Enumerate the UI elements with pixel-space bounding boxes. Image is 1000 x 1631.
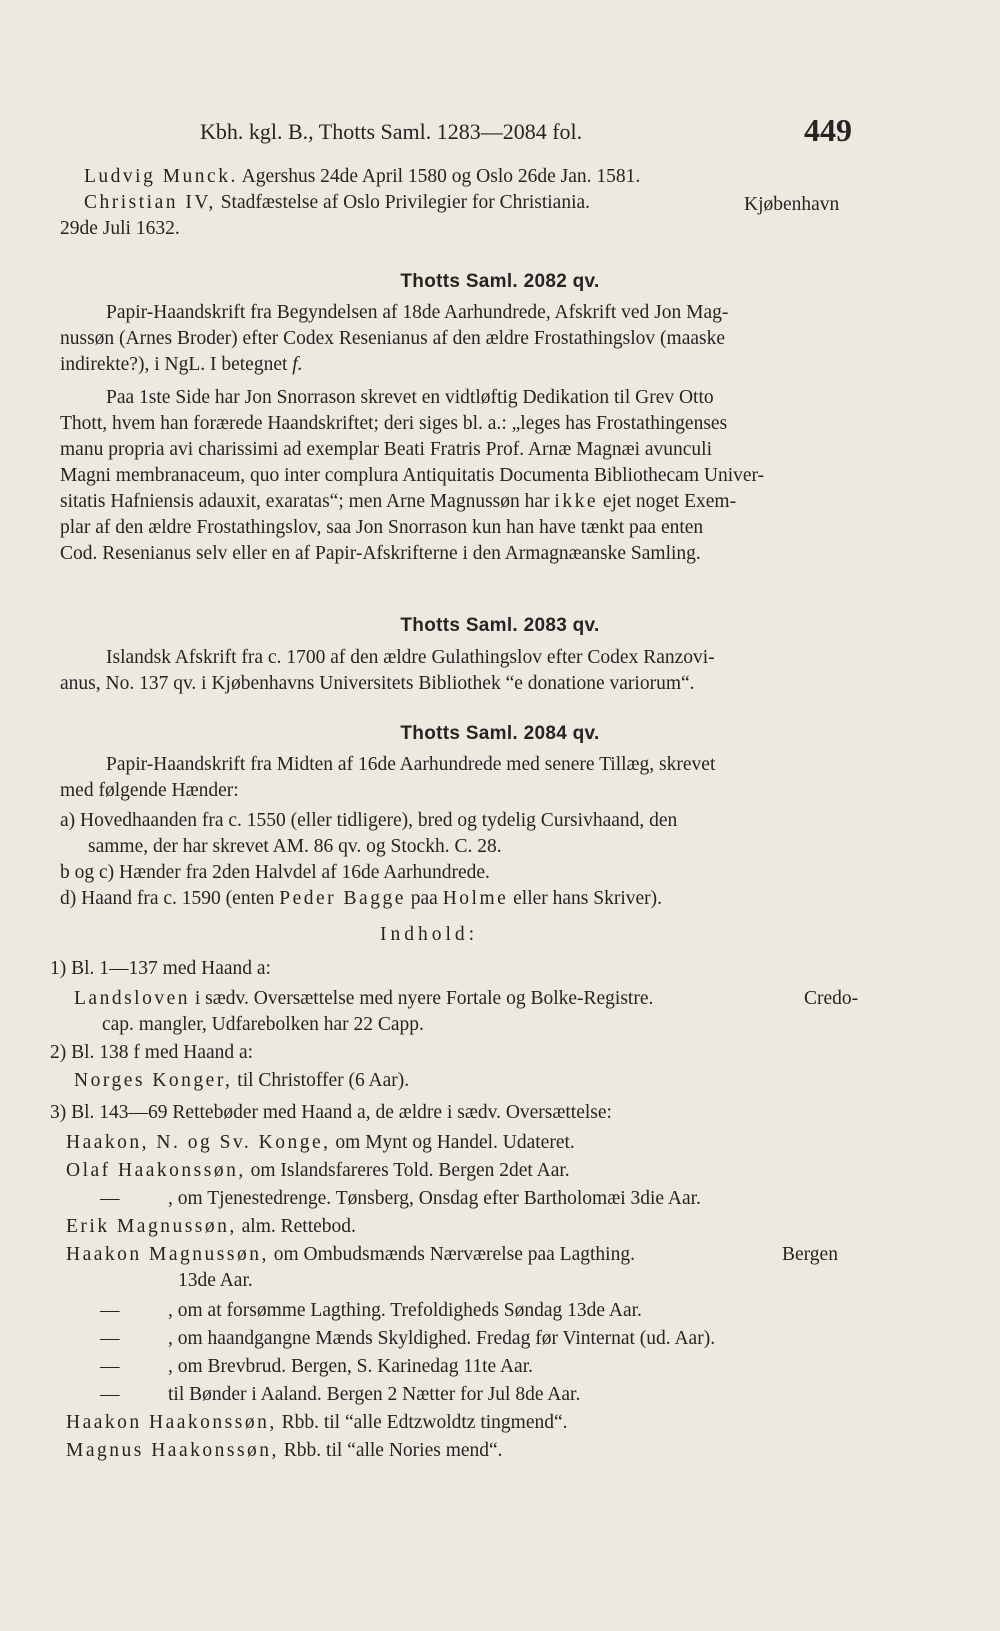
- continuation-line-3: 29de Juli 1632.: [60, 218, 180, 239]
- text: eller hans Skriver).: [508, 888, 663, 909]
- text: , om Brevbrud. Bergen, S. Karinedag 11te Aar.: [168, 1356, 534, 1377]
- contents-item-1-text: [74, 986, 653, 1012]
- contents-item-2-text: [74, 1068, 409, 1094]
- person-name: Ludvig Munck.: [84, 166, 238, 187]
- person-name: Erik Magnussøn,: [66, 1216, 237, 1237]
- continuation-line-2-right: Kjøbenhavn: [744, 194, 840, 215]
- contents-item-1-cont: cap. mangler, Udfarebolken har 22 Capp.: [102, 1014, 424, 1035]
- rettebod-entry: [66, 1438, 503, 1464]
- contents-item-3: 3) Bl. 143—69 Rettebøder med Haand a, de ældre i sædv. Oversættelse:: [50, 1102, 612, 1123]
- rettebod-entry-cont: 13de Aar.: [178, 1270, 253, 1291]
- section-heading-2084: Thotts Saml. 2084 qv.: [400, 723, 600, 744]
- text: om Ombudsmænds Nærværelse paa Lagthing.: [268, 1244, 635, 1265]
- contents-item-1-right: Credo-: [804, 988, 859, 1009]
- rettebod-entry-right: Bergen: [782, 1244, 838, 1265]
- hand-b-c: b og c) Hænder fra 2den Halvdel af 16de Aarhundrede.: [60, 862, 490, 883]
- paragraph-line: Papir-Haandskrift fra Begyndelsen af 18de Aarhundrede, Afskrift ved Jon Mag-: [106, 302, 729, 323]
- text: ejet noget Exem-: [598, 491, 737, 512]
- ditto-dash: —: [100, 1384, 120, 1405]
- text: Agershus 24de April 1580 og Oslo 26de Jan. 1581.: [237, 166, 641, 187]
- paragraph-line: Islandsk Afskrift fra c. 1700 af den ældre Gulathingslov efter Codex Ranzovi-: [106, 647, 715, 668]
- rettebod-entry: [100, 1326, 715, 1352]
- text: , om haandgangne Mænds Skyldighed. Fredag før Vinternat (ud. Aar).: [168, 1328, 716, 1349]
- contents-item-2: 2) Bl. 138 f med Haand a:: [50, 1042, 254, 1063]
- hand-a: a) Hovedhaanden fra c. 1550 (eller tidligere), bred og tydelig Cursivhaand, den: [60, 810, 678, 831]
- section-heading-2083: Thotts Saml. 2083 qv.: [400, 615, 600, 636]
- text: , om at forsømme Lagthing. Trefoldigheds Søndag 13de Aar.: [168, 1300, 642, 1321]
- text: om Islandsfareres Told. Bergen 2det Aar.: [245, 1160, 570, 1181]
- contents-title: Indhold:: [380, 924, 479, 945]
- rettebod-entry: [100, 1186, 701, 1212]
- work-title: Norges Konger,: [74, 1070, 233, 1091]
- person-name: Haakon, N. og Sv. Konge,: [66, 1132, 331, 1153]
- paragraph-line: [60, 489, 736, 515]
- paragraph-line: nussøn (Arnes Broder) efter Codex Resenianus af den ældre Frostathingslov (maaske: [60, 328, 726, 349]
- text: d) Haand fra c. 1590 (enten: [60, 888, 275, 909]
- text: paa: [405, 888, 443, 909]
- paragraph-line: anus, No. 137 qv. i Kjøbenhavns Universitets Bibliothek “e donatione variorum“.: [60, 673, 695, 694]
- paragraph-line: manu propria avi charissimi ad exemplar Beati Fratris Prof. Arnæ Magnæi avunculi: [60, 439, 713, 460]
- text: Stadfæstelse af Oslo Privilegier for Christiania.: [215, 192, 591, 213]
- continuation-line-1: [84, 164, 640, 190]
- text: i sædv. Oversættelse med nyere Fortale og Bolke-Registre.: [189, 988, 654, 1009]
- person-name: Christian IV,: [84, 192, 216, 213]
- text: alm. Rettebod.: [236, 1216, 356, 1237]
- ditto-dash: —: [100, 1300, 120, 1321]
- paragraph-line: Paa 1ste Side har Jon Snorrason skrevet en vidtløftig Dedikation til Grev Otto: [106, 387, 714, 408]
- work-title: Landsloven: [74, 988, 190, 1009]
- rettebod-entry: [66, 1130, 575, 1156]
- running-title: Kbh. kgl. B., Thotts Saml. 1283—2084 fol.: [200, 119, 583, 144]
- text: om Mynt og Handel. Udateret.: [330, 1132, 575, 1153]
- text: Rbb. til “alle Nories mend“.: [278, 1440, 503, 1461]
- rettebod-entry: [66, 1214, 356, 1240]
- hand-a-cont: samme, der har skrevet AM. 86 qv. og Stockh. C. 28.: [88, 836, 502, 857]
- paragraph-line: [60, 352, 303, 378]
- rettebod-entry: [100, 1298, 642, 1324]
- continuation-line-2: [84, 190, 590, 216]
- page-number: 449: [804, 112, 852, 148]
- paragraph-line: Thott, hvem han forærede Haandskriftet; deri siges bl. a.: „leges has Frostathingenses: [60, 413, 728, 434]
- person-name: Haakon Magnussøn,: [66, 1244, 269, 1265]
- ditto-dash: —: [100, 1356, 120, 1377]
- section-heading-2082: Thotts Saml. 2082 qv.: [400, 271, 600, 292]
- text: sitatis Hafniensis adauxit, exaratas“; men Arne Magnussøn har: [60, 491, 550, 512]
- text: til Bønder i Aaland. Bergen 2 Nætter for Jul 8de Aar.: [168, 1384, 581, 1405]
- rettebod-entry: [66, 1410, 568, 1436]
- person-name: Olaf Haakonssøn,: [66, 1160, 246, 1181]
- person-name: Magnus Haakonssøn,: [66, 1440, 279, 1461]
- paragraph-line: plar af den ældre Frostathingslov, saa Jon Snorrason kun han have tænkt paa enten: [60, 517, 704, 538]
- paragraph-line: Magni membranaceum, quo inter complura Antiquitatis Documenta Bibliothecam Univer-: [60, 465, 765, 486]
- ditto-dash: —: [100, 1188, 120, 1209]
- text: , om Tjenestedrenge. Tønsberg, Onsdag efter Bartholomæi 3die Aar.: [168, 1188, 701, 1209]
- rettebod-entry: [100, 1382, 580, 1408]
- paragraph-line: med følgende Hænder:: [60, 780, 239, 801]
- rettebod-entry: [66, 1158, 570, 1184]
- rettebod-entry: [100, 1354, 533, 1380]
- place-name: Holme: [442, 888, 509, 909]
- paragraph-line: Papir-Haandskrift fra Midten af 16de Aarhundrede med senere Tillæg, skrevet: [106, 754, 716, 775]
- paragraph-line: Cod. Resenianus selv eller en af Papir-Afskrifterne i den Armagnæanske Samling.: [60, 543, 701, 564]
- text: Rbb. til “alle Edtzwoldtz tingmend“.: [276, 1412, 568, 1433]
- italic-siglum: f.: [292, 354, 303, 375]
- person-name: Peder Bagge: [279, 888, 406, 909]
- hand-d: [60, 886, 662, 912]
- text: indirekte?), i NgL. I betegnet: [60, 354, 288, 375]
- rettebod-entry: [66, 1242, 635, 1268]
- person-name: Haakon Haakonssøn,: [66, 1412, 277, 1433]
- contents-item-1: 1) Bl. 1—137 med Haand a:: [50, 958, 271, 979]
- text: til Christoffer (6 Aar).: [232, 1070, 410, 1091]
- emphasis: ikke: [554, 491, 598, 512]
- ditto-dash: —: [100, 1328, 120, 1349]
